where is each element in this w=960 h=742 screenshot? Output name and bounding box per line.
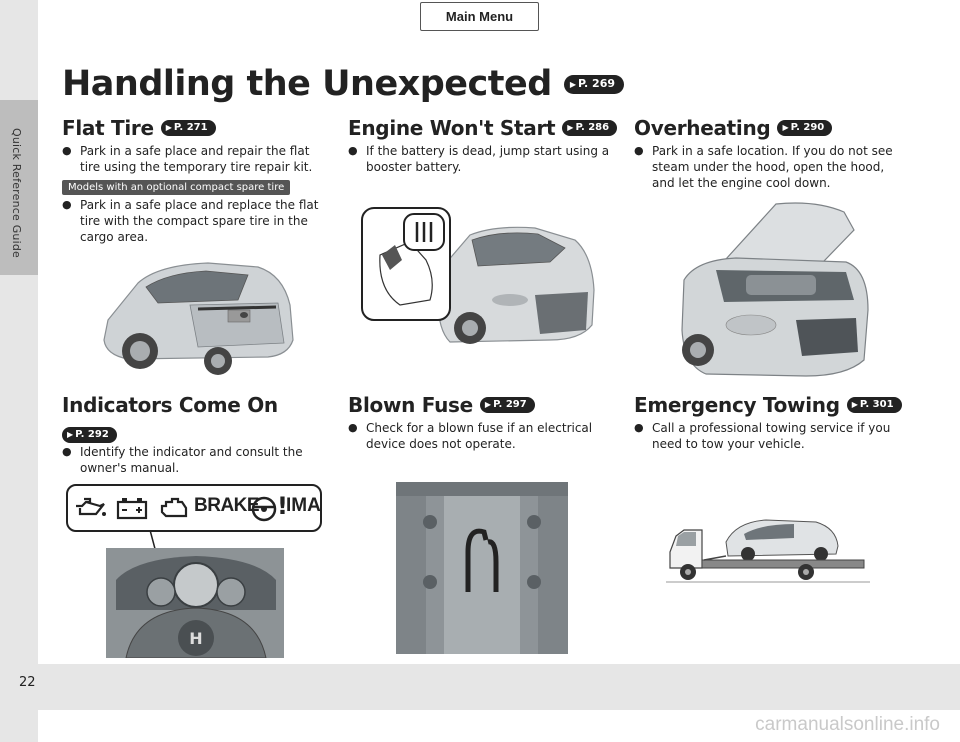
ref-arrow-icon: ▶	[484, 400, 492, 409]
ref-arrow-icon: ▶	[67, 429, 74, 439]
check-engine-icon	[158, 494, 190, 524]
exclamation-icon: !	[277, 492, 288, 520]
section-title-emergency-towing: Emergency Towing ▶ P. 301	[634, 393, 902, 417]
page-ref-arrow-icon: ▶	[569, 79, 576, 89]
section-title-flat-tire: Flat Tire ▶ P. 271	[62, 116, 216, 140]
blown-fuse-illustration	[396, 482, 568, 654]
jump-start-car-illustration	[360, 200, 600, 350]
eps-steering-icon	[250, 495, 278, 523]
battery-icon	[116, 496, 148, 522]
indicators-ref-wrapper	[62, 424, 117, 443]
oil-pressure-icon	[74, 496, 108, 522]
page-number: 22	[19, 675, 36, 690]
blown-fuse-ref-link[interactable]: ▶ P. 297	[480, 397, 535, 413]
emergency-towing-ref-link[interactable]: ▶ P. 301	[847, 397, 902, 413]
page-title-text: Handling the Unexpected	[62, 64, 552, 104]
page-ref-link[interactable]: ▶ P. 269	[564, 75, 624, 94]
flat-tire-car-illustration	[98, 255, 298, 385]
section-title-indicators: Indicators Come On	[62, 393, 278, 417]
section-title-blown-fuse: Blown Fuse ▶ P. 297	[348, 393, 535, 417]
overheating-bullet-1: ● Park in a safe location. If you do not see steam under the hood, open the hood, and let the engine cool down.	[634, 143, 904, 191]
flat-tire-ref-link[interactable]: ▶ P. 271	[161, 120, 216, 136]
section-title-engine-wont-start: Engine Won't Start ▶ P. 286	[348, 116, 617, 140]
flat-tire-bullet-2: ● Park in a safe place and replace the flat tire with the compact spare tire in the cargo area.	[62, 197, 322, 245]
flat-tire-bullet-1: ● Park in a safe place and repair the flat tire using the temporary tire repair kit.	[62, 143, 330, 175]
sidebar-label: Quick Reference Guide	[10, 128, 23, 258]
footer-band	[0, 664, 960, 710]
page-title	[62, 64, 624, 104]
blown-fuse-bullet-1: ● Check for a blown fuse if an electrical device does not operate.	[348, 420, 610, 452]
tow-truck-illustration	[666, 512, 870, 584]
main-menu-button[interactable]: Main Menu	[420, 2, 539, 31]
warning-lights-panel	[66, 484, 322, 532]
section-title-overheating: Overheating ▶ P. 290	[634, 116, 832, 140]
overheating-car-illustration	[676, 200, 876, 380]
indicators-bullet-1: ● Identify the indicator and consult the owner's manual.	[62, 444, 322, 476]
models-badge: Models with an optional compact spare tire	[62, 180, 290, 195]
watermark: carmanualsonline.info	[755, 714, 940, 735]
engine-wont-start-ref-link[interactable]: ▶ P. 286	[562, 120, 617, 136]
indicators-ref-link[interactable]: ▶ P. 292	[62, 427, 117, 443]
svg-text:H: H	[189, 629, 203, 648]
emergency-towing-bullet-1: ● Call a professional towing service if you need to tow your vehicle.	[634, 420, 902, 452]
ima-warning-label: IMA	[286, 495, 321, 516]
brake-warning-label: BRAKE	[194, 495, 260, 516]
ref-arrow-icon: ▶	[165, 123, 172, 132]
instrument-cluster-illustration	[106, 530, 286, 658]
engine-wont-start-bullet-1: ● If the battery is dead, jump start using a booster battery.	[348, 143, 610, 175]
ref-arrow-icon: ▶	[851, 400, 858, 409]
ref-arrow-icon: ▶	[782, 123, 789, 132]
overheating-ref-link[interactable]: ▶ P. 290	[777, 120, 832, 136]
ref-arrow-icon: ▶	[567, 123, 574, 132]
